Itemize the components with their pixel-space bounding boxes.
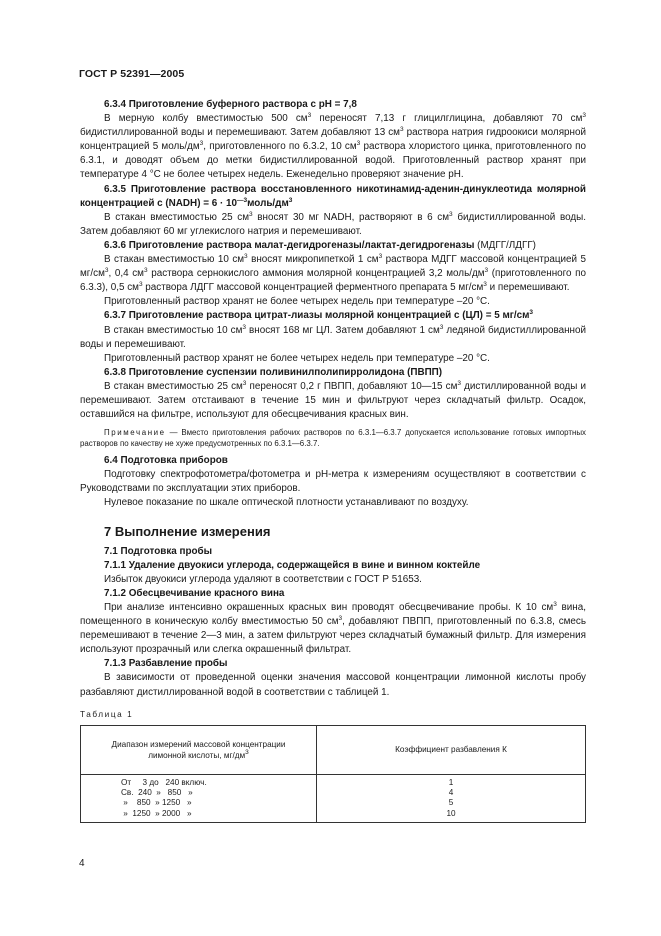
page-header: ГОСТ Р 52391—2005: [79, 68, 185, 80]
table-header-range: Диапазон измерений массовой концентрации лимонной кислоты, $мг/дм^3$: [81, 725, 317, 774]
table-cell-coefficients: 1 4 5 10: [317, 774, 586, 822]
section-6-3-6-body: В стакан вместимостью 10 $см^3$ вносят микропипеткой 1 $см^3$ раствора МДГГ массовой концентрацией 5 $мг/см^3$, 0,4 $см^3$ раствора сернокислого аммония молярной концентрацией 3,2 моль/$дм^3$ (приготовленного по 6.3.3), 0,5 $см^3$ раствора ЛДГГ массовой концентрацией ферментного препарата 5 $мг/см^3$ и перемешивают.: [80, 253, 586, 294]
note: [80, 427, 586, 449]
note-text: — Вместо приготовления рабочих растворов по 6.3.1—6.3.7 допускается использование готовых импортных растворов по качеству не хуже предусмотренных по 6.3.1—6.3.7.: [80, 428, 586, 449]
main-content: [80, 98, 586, 823]
section-6-3-4-title: 6.3.4 Приготовление буферного раствора с pH = 7,8: [104, 99, 357, 110]
section-7-1-2-title: 7.1.2 Обесцвечивание красного вина: [104, 587, 285, 599]
table-caption: Таблица 1: [80, 709, 134, 719]
section-6-3-7-body: В стакан вместимостью 10 $см^3$ вносят 168 мг ЦЛ. Затем добавляют 1 $см^3$ ледяной бидистиллированной воды и перемешивают.: [80, 323, 586, 350]
section-6-3-6-title: 6.3.6 Приготовление раствора малат-дегидрогеназы/лактат-дегидрогеназы (МДГГ/ЛДГГ): [104, 239, 536, 251]
section-6-4-p2: Нулевое показание по шкале оптической плотности устанавливают по воздуху.: [104, 497, 469, 509]
section-6-3-4-body: В мерную колбу вместимостью 500 $см^3$ переносят 7,13 г глицилглицина, добавляют 70 $см^3$ бидистиллированной воды и перемешивают. Затем добавляют 13 $см^3$ раствора натрия гидроокиси молярной концентрацией 5 моль/$дм^3$, приготовленного по 6.3.2, 10 $см^3$ раствора хлористого цинка, приготовленного по 6.3.1, и доводят объем до метки бидистиллированной водой. Приготовленный раствор хранят при температуре 4 °С не более четырех недель. Еженедельно проверяют значение pH.: [80, 112, 586, 181]
section-6-3-7-title: 6.3.7 Приготовление раствора цитрат-лиазы молярной концентрацией с (ЦЛ) = 5 $мг/см^3$: [104, 309, 534, 322]
section-6-3-5-body: В стакан вместимостью 25 $см^3$ вносят 30 мг NADH, растворяют в 6 $см^3$ бидистиллированной воды. Затем добавляют 60 мг углекислого натрия и перемешивают.: [80, 210, 586, 237]
section-7-1-2-body: При анализе интенсивно окрашенных красных вин проводят обесцвечивание пробы. К 10 $см^3$ вина, помещенного в коническую колбу вместимостью 50 $см^3$, добавляют ПВПП, приготовленный по 6.3.8, смесь перемешивают в течение 2—3 мин, а затем фильтруют через складчатый бумажный фильтр. Для измерения используют прозрачный или слегка окрашенный фильтрат.: [80, 601, 586, 656]
section-7-1-3-title: 7.1.3 Разбавление пробы: [104, 658, 228, 670]
section-6-4-title: 6.4 Подготовка приборов: [104, 455, 228, 467]
page-number: 4: [79, 858, 85, 869]
table-header-row: [81, 725, 586, 774]
dilution-table: [80, 725, 586, 823]
table-cell-ranges: От 3 до 240 включ. Св. 240 » 850 » » 850 » 1250 » » 1250 » 2000 »: [81, 774, 317, 822]
table-row: [81, 774, 586, 822]
section-7-1-1-title: 7.1.1 Удаление двуокиси углерода, содержащейся в вине и винном коктейле: [104, 559, 481, 571]
section-7-title: 7 Выполнение измерения: [104, 523, 271, 539]
section-6-3-5-title: 6.3.5 Приготовление раствора восстановленного никотинамид-аденин-динуклеотида молярной концентрацией с (NADH) = $6 \cdot 10^{—3}моль/дм^3$: [80, 183, 586, 209]
section-7-1-3-body: В зависимости от проведенной оценки значения массовой концентрации лимонной кислоты пробу разбавляют дистиллированной водой в соответствии с таблицей 1.: [80, 672, 586, 698]
section-6-3-8-title: 6.3.8 Приготовление суспензии поливинилполипирролидона (ПВПП): [104, 366, 443, 378]
section-6-3-8-body: В стакан вместимостью 25 $см^3$ переносят 0,2 г ПВПП, добавляют 10—15 $см^3$ дистиллированной воды и перемешивают. Затем отстаивают в течение 15 мин и фильтруют через складчатый фильтр. Осадок, оставшийся на фильтре, используют для обесцвечивания красных вин.: [80, 379, 586, 421]
section-6-4-p1: Подготовку спектрофотометра/фотометра и pH-метра к измерениям осуществляют в соответствии с Руководствами по эксплуатации этих приборов.: [80, 469, 586, 495]
section-6-3-6-storage: Приготовленный раствор хранят не более четырех недель при температуре –20 °С.: [104, 296, 490, 308]
section-7-1-title: 7.1 Подготовка пробы: [104, 545, 213, 557]
section-7-1-1-body: Избыток двуокиси углерода удаляют в соответствии с ГОСТ Р 51653.: [104, 573, 422, 585]
note-label: Примечание: [104, 428, 166, 438]
table-header-coefficient: Коэффициент разбавления К: [317, 725, 586, 774]
section-6-3-7-storage: Приготовленный раствор хранят не более четырех недель при температуре –20 °С.: [104, 352, 490, 364]
